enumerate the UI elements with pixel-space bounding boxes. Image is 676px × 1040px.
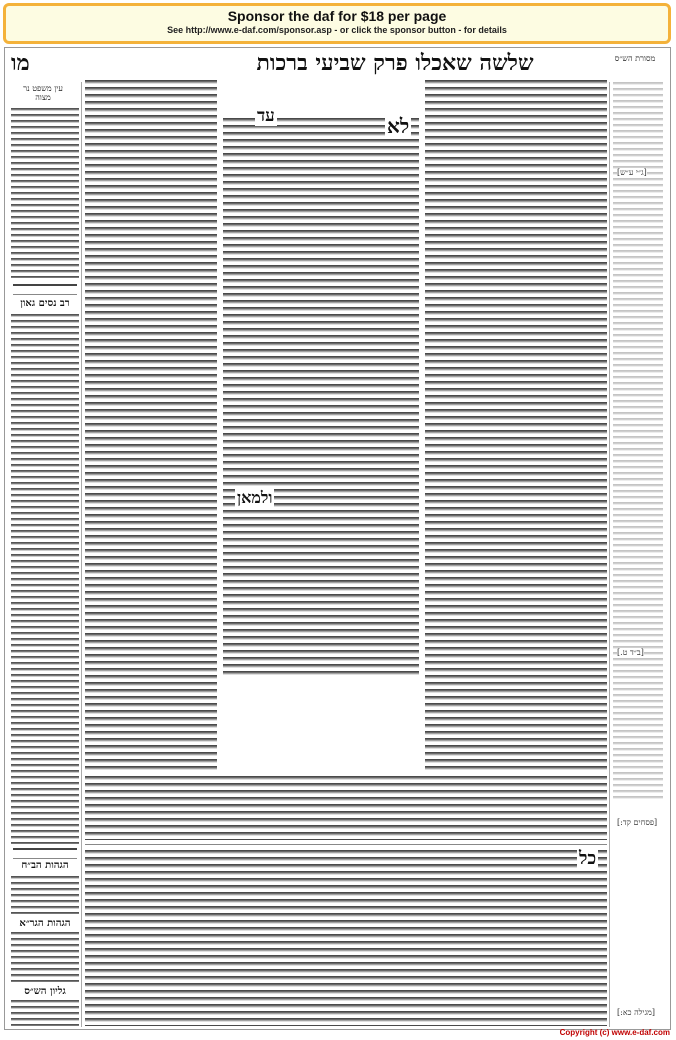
- talmud-page: [4, 47, 671, 1030]
- margin-reference: [פסחים קד:]: [617, 818, 658, 827]
- sponsor-subtitle[interactable]: See http://www.e-daf.com/sponsor.asp - or click the sponsor button - for details: [167, 25, 507, 35]
- copyright-link[interactable]: Copyright (c) www.e-daf.com: [559, 1028, 670, 1037]
- sponsor-banner[interactable]: [3, 3, 671, 44]
- margin-reference: [ב״ד ט.]: [617, 648, 644, 657]
- sponsor-title: Sponsor the daf for $18 per page: [227, 8, 447, 24]
- ornament-divider-2: [13, 848, 77, 859]
- masoret-hashas-column: [613, 82, 663, 802]
- ein-mishpat-label: עין משפט נר מצוה: [23, 84, 63, 102]
- rabbeinu-nissim-heading: רב נסים גאון: [13, 298, 77, 309]
- mishnah-opening-word: כל: [579, 848, 597, 869]
- gilyon-hashas-column: [11, 1000, 79, 1026]
- mishnah-commentary-block: [85, 850, 607, 1026]
- rabbeinu-nissim-column: [11, 314, 79, 844]
- gemara-section-word: עד: [257, 106, 275, 126]
- page-title: שלשה שאכלו פרק שביעי ברכות: [256, 50, 534, 76]
- hagahot-hagra-heading: הגהות הגר״א: [13, 918, 77, 929]
- rashi-commentary: [425, 80, 607, 770]
- margin-reference: [ג״י ע״ש]: [617, 168, 647, 177]
- masoret-hashas-label: מסורת הש״ס: [614, 54, 656, 63]
- hagahot-habach-column: [11, 876, 79, 914]
- section-rule: [85, 844, 607, 845]
- margin-divider: [81, 82, 82, 1027]
- margin-reference: [מגילה כא:]: [617, 1008, 656, 1017]
- commentary-continuation: [85, 776, 607, 840]
- ornament-divider: [13, 284, 77, 295]
- margin-divider-right: [609, 82, 610, 1027]
- tosafot-commentary: [85, 80, 217, 770]
- ein-mishpat-column: [11, 108, 79, 278]
- hagahot-habach-heading: הגהות הב״ח: [13, 860, 77, 871]
- page-number: מו: [11, 50, 30, 76]
- gilyon-hashas-heading: גליון הש״ס: [13, 986, 77, 997]
- hagahot-hagra-column: [11, 932, 79, 982]
- gemara-section-word-2: ולמאן: [237, 488, 273, 507]
- gemara-text: [223, 118, 419, 678]
- gemara-opening-word: לא: [387, 114, 410, 138]
